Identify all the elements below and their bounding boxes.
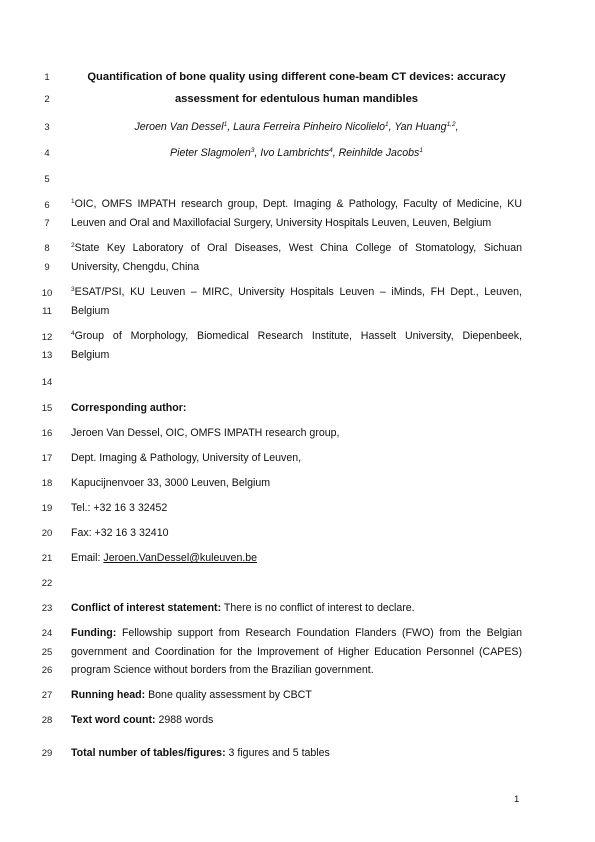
affiliation-4-line-1: [71, 330, 522, 342]
conflict-text: There is no conflict of interest to declare.: [221, 602, 415, 614]
corresponding-line-2: Dept. Imaging & Pathology, University of Leuven,: [71, 452, 302, 464]
line-number: 19: [41, 503, 53, 514]
line-number: 3: [44, 122, 50, 133]
author-name: Jeroen Van Dessel: [134, 121, 224, 133]
funding-line-1: [71, 627, 522, 639]
word-count-text: 2988 words: [155, 714, 214, 726]
line-number: 29: [41, 748, 53, 759]
running-head-label: Running head:: [71, 689, 146, 701]
author-affiliation-sup: 1,2: [446, 121, 456, 128]
affiliation-sup: 3: [71, 286, 75, 293]
affiliation-2-line-2: University, Chengdu, China: [71, 261, 200, 273]
title-line-2: assessment for edentulous human mandibles: [174, 93, 419, 105]
tables-figures: [71, 747, 522, 759]
line-number: 12: [41, 332, 53, 343]
affiliation-text: State Key Laboratory of Oral Diseases, West China College of Stomatology, Sichuan: [74, 242, 522, 254]
conflict-statement: [71, 602, 522, 614]
affiliation-3-line-2: Belgium: [71, 305, 110, 317]
line-number: 13: [41, 350, 53, 361]
affiliation-1-line-1: [71, 198, 522, 210]
line-number: 23: [41, 603, 53, 614]
word-count: [71, 714, 522, 726]
line-number: 1: [44, 72, 50, 83]
line-number: 16: [41, 428, 53, 439]
line-number: 26: [41, 665, 53, 676]
word-count-label: Text word count:: [71, 714, 156, 726]
tables-figures-label: Total number of tables/figures:: [71, 747, 226, 759]
corresponding-address: Kapucijnenvoer 33, 3000 Leuven, Belgium: [71, 477, 271, 489]
running-head-text: Bone quality assessment by CBCT: [145, 689, 312, 701]
author-affiliation-sup: 1: [419, 147, 423, 154]
affiliation-1-line-2: Leuven and Oral and Maxillofacial Surgery, University Hospitals Leuven, Leuven, Belgium: [71, 217, 492, 229]
line-number: 20: [41, 528, 53, 539]
affiliation-text: OIC, OMFS IMPATH research group, Dept. Imaging & Pathology, Faculty of Medicine, KU: [74, 198, 522, 210]
affiliation-sup: 2: [71, 242, 75, 249]
author-affiliation-sup: 3: [250, 147, 255, 154]
line-number: 15: [41, 403, 53, 414]
line-number: 5: [44, 174, 50, 185]
line-number: 2: [44, 94, 50, 105]
line-number: 8: [44, 243, 50, 254]
corresponding-email-row: [71, 552, 522, 564]
affiliation-text: ESAT/PSI, KU Leuven – MIRC, University Hospitals Leuven – iMinds, FH Dept., Leuven,: [74, 286, 522, 298]
author-line-2: Pieter Slagmolen$^3$, Ivo Lambrichts$^4$, Reinhilde Jacobs$^1$: [170, 147, 423, 159]
page-number: 1: [514, 794, 520, 805]
running-head: [71, 689, 522, 701]
line-number: 22: [41, 578, 53, 589]
affiliation-4-line-2: Belgium: [71, 349, 110, 361]
line-number: 11: [42, 306, 52, 317]
corresponding-fax: Fax: +32 16 3 32410: [71, 527, 169, 539]
funding-line-3: program Science without borders from the Brazilian government.: [71, 664, 374, 676]
author-name: Ivo Lambrichts: [260, 147, 330, 159]
title-line-1: Quantification of bone quality using different cone-beam CT devices: accuracy: [87, 71, 506, 83]
line-number: 14: [41, 377, 53, 388]
corresponding-line-1: Jeroen Van Dessel, OIC, OMFS IMPATH research group,: [71, 427, 340, 439]
corresponding-tel: Tel.: +32 16 3 32452: [71, 502, 168, 514]
funding-line-2: government and Coordination for the Improvement of Higher Education Personnel (CAPES): [71, 646, 522, 658]
line-number: 28: [41, 715, 53, 726]
line-number: 21: [41, 553, 53, 564]
line-number: 25: [41, 647, 53, 658]
email-link[interactable]: Jeroen.VanDessel@kuleuven.be: [103, 552, 258, 564]
line-number: 4: [44, 148, 50, 159]
line-number: 17: [41, 453, 53, 464]
affiliation-3-line-1: [71, 286, 522, 298]
affiliation-text: Group of Morphology, Biomedical Research Institute, Hasselt University, Diepenbeek,: [74, 330, 522, 342]
email-label: Email:: [71, 552, 104, 564]
corresponding-heading: Corresponding author:: [71, 402, 187, 414]
author-affiliation-sup: 4: [329, 147, 333, 154]
tables-figures-text: 3 figures and 5 tables: [225, 747, 330, 759]
author-affiliation-sup: 1: [385, 121, 389, 128]
affiliation-sup: 4: [71, 330, 75, 337]
funding-label: Funding:: [71, 627, 117, 639]
affiliation-sup: 1: [71, 198, 75, 205]
affiliation-2-line-1: [71, 242, 522, 254]
author-name: Pieter Slagmolen: [170, 147, 251, 159]
line-number: 18: [41, 478, 53, 489]
line-number: 24: [41, 628, 53, 639]
line-number: 9: [44, 262, 50, 273]
author-name: Yan Huang: [394, 121, 447, 133]
funding-text: Fellowship support from Research Foundation Flanders (FWO) from the Belgian: [116, 627, 522, 639]
line-number: 27: [41, 690, 53, 701]
line-number: 6: [44, 200, 50, 211]
line-number: 10: [41, 288, 53, 299]
author-name: Laura Ferreira Pinheiro Nicolielo: [233, 121, 385, 133]
author-name: Reinhilde Jacobs: [338, 147, 420, 159]
conflict-label: Conflict of interest statement:: [71, 602, 222, 614]
line-number: 7: [44, 218, 50, 229]
author-line-1: Jeroen Van Dessel$^1$, Laura Ferreira Pinheiro Nicolielo$^1$, Yan Huang$^{1,2}$,: [134, 121, 459, 133]
author-affiliation-sup: 1: [223, 121, 228, 128]
